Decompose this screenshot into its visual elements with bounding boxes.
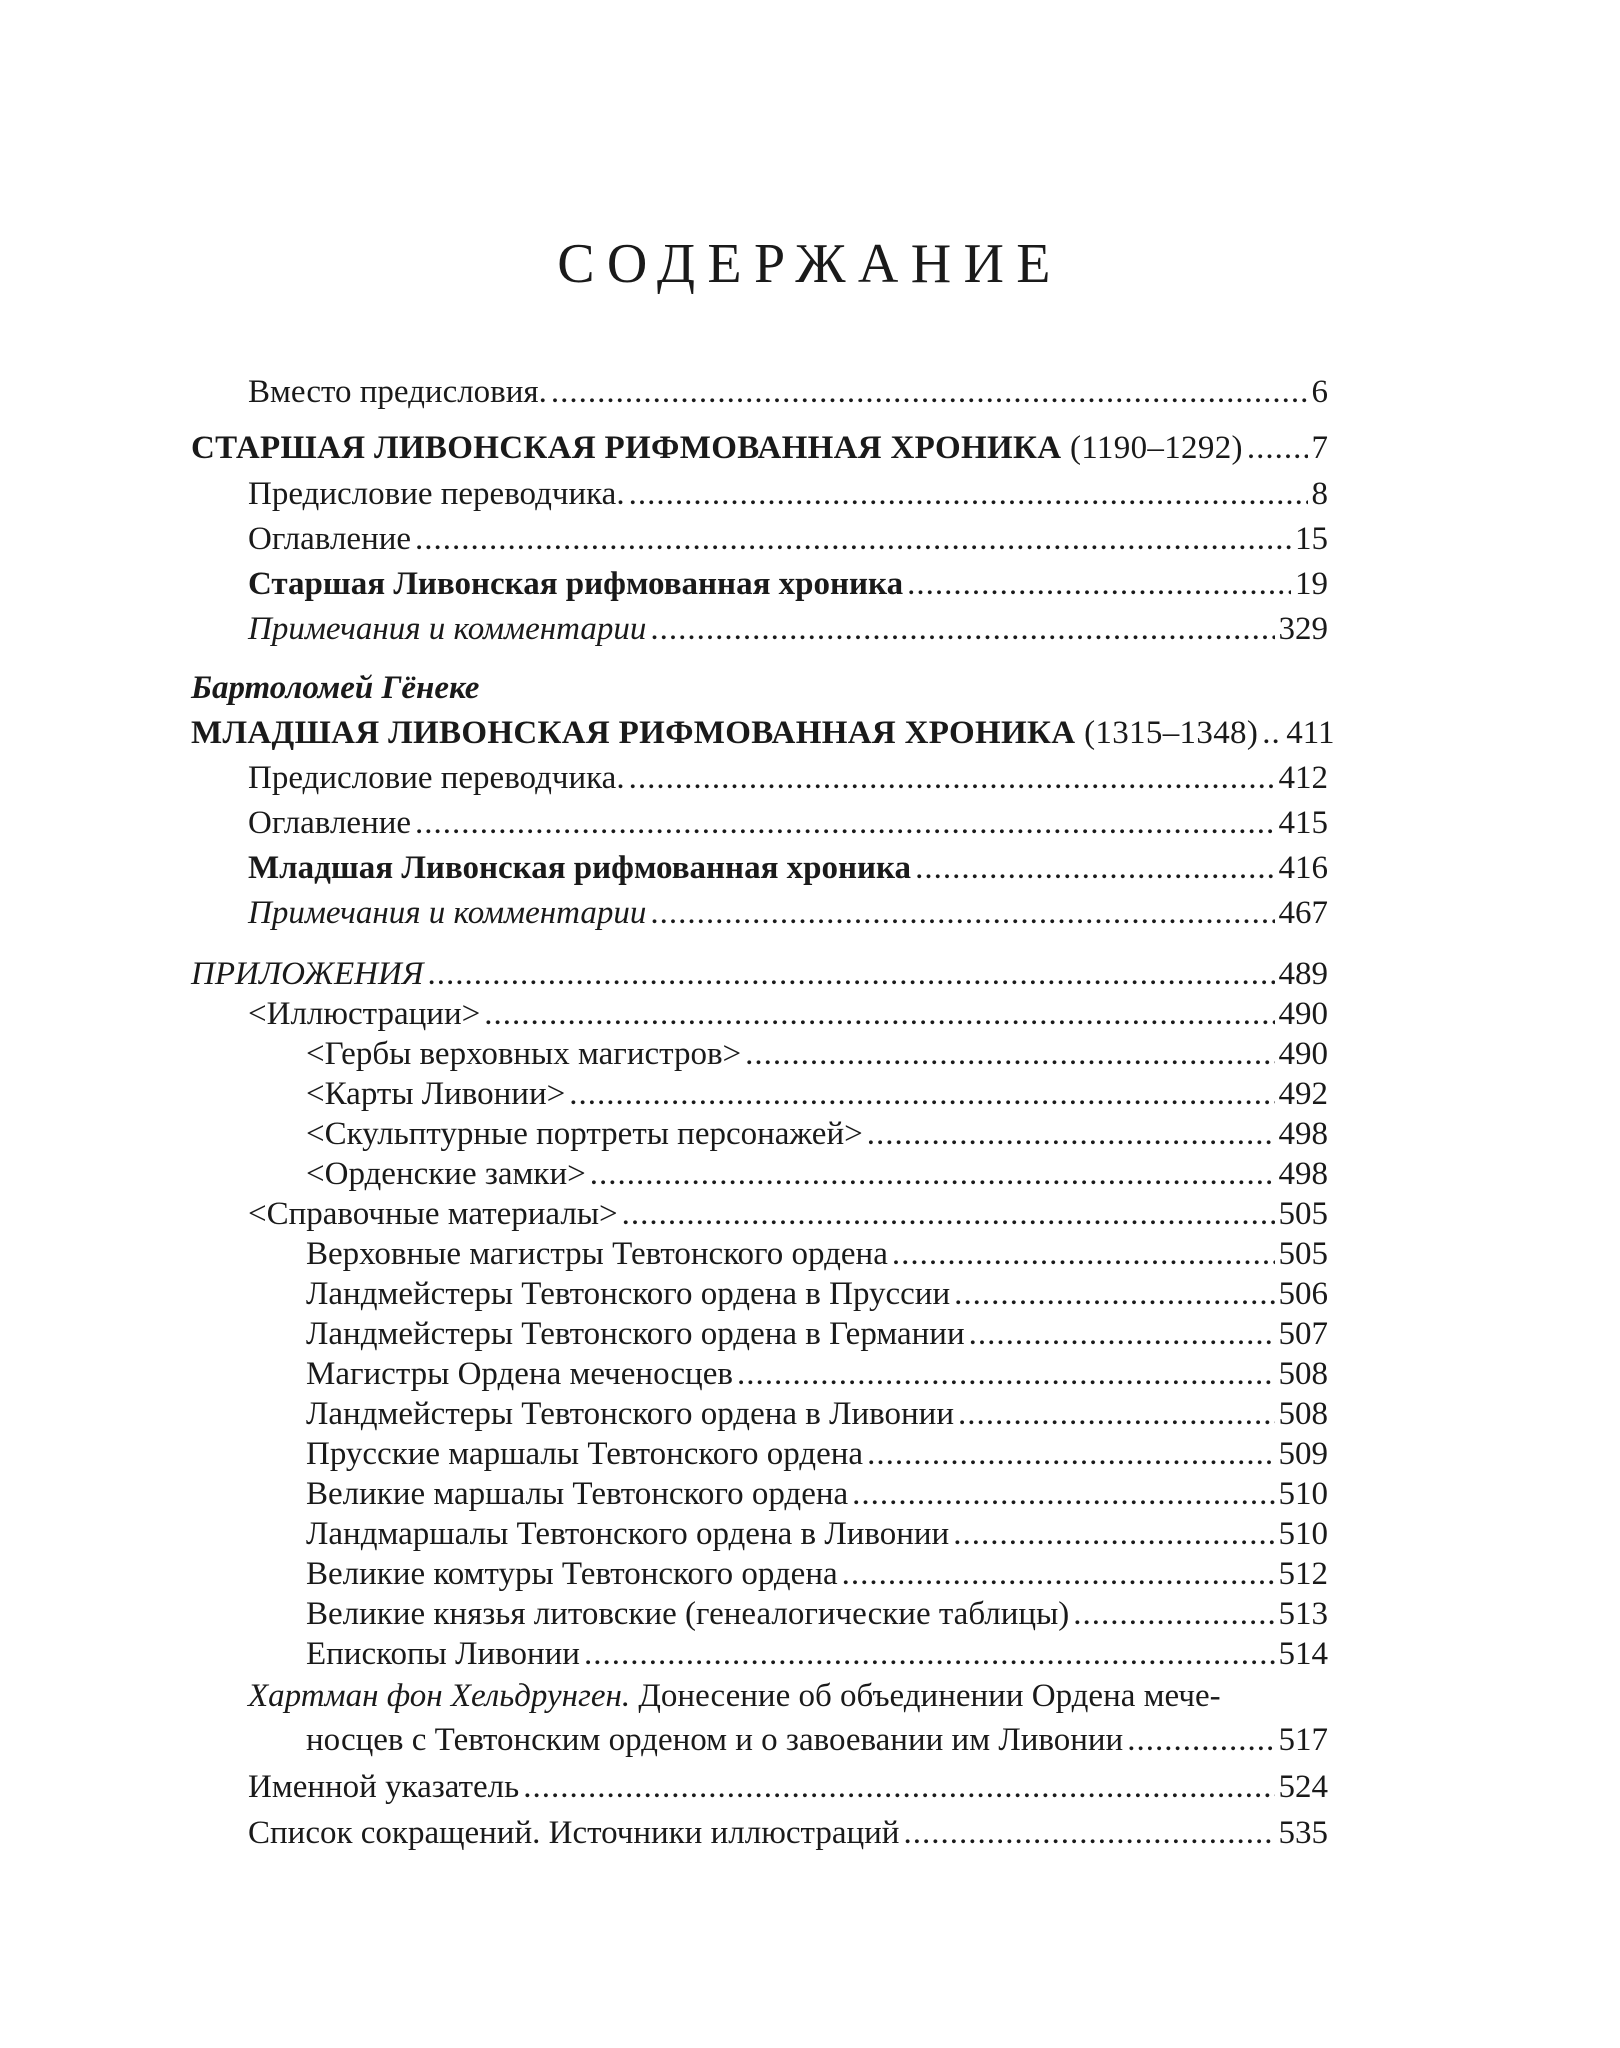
toc-page-number: 512 bbox=[1278, 1556, 1328, 1592]
toc-entry-title: Вместо предисловия. bbox=[248, 374, 547, 410]
toc-entry[interactable] bbox=[248, 760, 1328, 797]
toc-entry-title: Примечания и комментарии bbox=[248, 895, 647, 931]
dot-leader bbox=[867, 1436, 1274, 1473]
toc-entry-title: <Карты Ливонии> bbox=[306, 1076, 566, 1112]
toc-entry-title: Примечания и комментарии bbox=[248, 611, 647, 647]
toc-page-number: 492 bbox=[1278, 1076, 1328, 1112]
toc-entry[interactable] bbox=[248, 476, 1328, 513]
dot-leader bbox=[969, 1316, 1275, 1353]
dot-leader bbox=[892, 1236, 1275, 1273]
dot-leader bbox=[737, 1356, 1275, 1393]
toc-section-title: ПРИЛОЖЕНИЯ bbox=[191, 956, 424, 992]
dot-leader bbox=[903, 1815, 1274, 1852]
dot-leader bbox=[1127, 1722, 1274, 1759]
toc-page-number: 510 bbox=[1278, 1476, 1328, 1512]
toc-entry-title: Великие маршалы Тевтонского ордена bbox=[306, 1476, 849, 1512]
toc-subentry[interactable] bbox=[306, 1596, 1328, 1633]
toc-page-number: 6 bbox=[1311, 374, 1328, 410]
toc-section-years: (1315–1348) bbox=[1084, 715, 1259, 751]
toc-entry-title: Предисловие переводчика. bbox=[248, 476, 625, 512]
toc-section-chronicle-1[interactable] bbox=[191, 430, 1328, 467]
toc-page-number: 507 bbox=[1278, 1316, 1328, 1352]
toc-subentry[interactable] bbox=[306, 1436, 1328, 1473]
toc-entry-title: <Справочные материалы> bbox=[248, 1196, 618, 1232]
toc-page-number: 498 bbox=[1278, 1156, 1328, 1192]
toc-page-number: 506 bbox=[1278, 1276, 1328, 1312]
dot-leader bbox=[852, 1476, 1274, 1513]
dot-leader bbox=[842, 1556, 1275, 1593]
dot-leader bbox=[1073, 1596, 1274, 1633]
toc-entry-report-line-2[interactable] bbox=[306, 1722, 1328, 1759]
toc-subentry[interactable] bbox=[306, 1556, 1328, 1593]
toc-entry-title: Прусские маршалы Тевтонского ордена bbox=[306, 1436, 864, 1472]
toc-page-number: 514 bbox=[1278, 1636, 1328, 1672]
dot-leader bbox=[650, 895, 1274, 932]
toc-page-number: 8 bbox=[1311, 476, 1328, 512]
page-title: СОДЕРЖАНИЕ bbox=[557, 233, 1063, 295]
toc-entry-title: Магистры Ордена меченосцев bbox=[306, 1356, 733, 1392]
toc-section-title: СТАРШАЯ ЛИВОНСКАЯ РИФМОВАННАЯ ХРОНИКА (1190–1292) bbox=[191, 430, 1243, 466]
toc-entry-title: Старшая Ливонская рифмованная хроника bbox=[248, 566, 904, 602]
toc-subentry[interactable] bbox=[306, 1116, 1328, 1153]
toc-subentry[interactable] bbox=[306, 1516, 1328, 1553]
toc-page-number: 412 bbox=[1278, 760, 1328, 796]
toc-page-number: 517 bbox=[1278, 1722, 1328, 1758]
toc-entry[interactable] bbox=[248, 850, 1328, 887]
toc-entry-title: Великие комтуры Тевтонского ордена bbox=[306, 1556, 838, 1592]
toc-subentry[interactable] bbox=[306, 1316, 1328, 1353]
toc-entry-title: Великие князья литовские (генеалогические таблицы) bbox=[306, 1596, 1070, 1632]
toc-page-number: 535 bbox=[1278, 1815, 1328, 1851]
dot-leader bbox=[415, 521, 1291, 558]
dot-leader bbox=[629, 476, 1308, 513]
toc-page-number: 508 bbox=[1278, 1396, 1328, 1432]
toc-entry-title: Донесение об объединении Ордена мече- bbox=[638, 1678, 1221, 1714]
toc-page-number: 505 bbox=[1278, 1236, 1328, 1272]
toc-entry-title: Предисловие переводчика. bbox=[248, 760, 625, 796]
dot-leader bbox=[650, 611, 1274, 648]
toc-page-number: 508 bbox=[1278, 1356, 1328, 1392]
toc-entry-title: носцев с Тевтонским орденом и о завоевании им Ливонии bbox=[306, 1722, 1124, 1758]
toc-page-number: 498 bbox=[1278, 1116, 1328, 1152]
toc-entry-index[interactable] bbox=[248, 1769, 1328, 1806]
dot-leader bbox=[590, 1156, 1275, 1193]
toc-page-number: 329 bbox=[1278, 611, 1328, 647]
toc-section-title: МЛАДШАЯ ЛИВОНСКАЯ РИФМОВАННАЯ ХРОНИКА (1315–1348) bbox=[191, 715, 1259, 751]
dot-leader bbox=[415, 805, 1274, 842]
toc-subentry[interactable] bbox=[306, 1636, 1328, 1673]
toc-entry-title: Оглавление bbox=[248, 805, 412, 841]
toc-section-appendices[interactable] bbox=[191, 956, 1328, 993]
toc-page-number: 7 bbox=[1311, 430, 1328, 466]
dot-leader bbox=[1247, 430, 1308, 467]
dot-leader bbox=[954, 1276, 1274, 1313]
toc-page-number: 513 bbox=[1278, 1596, 1328, 1632]
toc-entry-title: Ландмейстеры Тевтонского ордена в Пруссии bbox=[306, 1276, 951, 1312]
toc-subentry[interactable] bbox=[306, 1276, 1328, 1313]
dot-leader bbox=[569, 1076, 1274, 1113]
dot-leader bbox=[523, 1769, 1274, 1806]
toc-entry-references[interactable] bbox=[248, 1196, 1328, 1233]
toc-page-number: 524 bbox=[1278, 1769, 1328, 1805]
toc-page-number: 416 bbox=[1278, 850, 1328, 886]
toc-section-years: (1190–1292) bbox=[1069, 430, 1243, 466]
toc-entry[interactable] bbox=[248, 521, 1328, 558]
dot-leader bbox=[1262, 715, 1282, 752]
dot-leader bbox=[915, 850, 1274, 887]
toc-entry-title: Ландмейстеры Тевтонского ордена в Германии bbox=[306, 1316, 965, 1352]
dot-leader bbox=[629, 760, 1275, 797]
dot-leader bbox=[953, 1516, 1274, 1553]
toc-page-number: 509 bbox=[1278, 1436, 1328, 1472]
toc-subentry[interactable] bbox=[306, 1476, 1328, 1513]
toc-subentry[interactable] bbox=[306, 1396, 1328, 1433]
toc-entry-abbreviations[interactable] bbox=[248, 1815, 1328, 1852]
toc-page-number: 15 bbox=[1295, 521, 1328, 557]
dot-leader bbox=[484, 996, 1274, 1033]
toc-entry-title: <Гербы верховных магистров> bbox=[306, 1036, 742, 1072]
dot-leader bbox=[584, 1636, 1275, 1673]
toc-entry-title: Ландмаршалы Тевтонского ордена в Ливонии bbox=[306, 1516, 950, 1552]
toc-entry-report-line-1[interactable] bbox=[248, 1678, 1221, 1715]
dot-leader bbox=[427, 956, 1274, 993]
dot-leader bbox=[907, 566, 1291, 603]
toc-entry-title: Ландмейстеры Тевтонского ордена в Ливонии bbox=[306, 1396, 954, 1432]
toc-entry-title: <Скульптурные портреты персонажей> bbox=[306, 1116, 863, 1152]
toc-entry[interactable] bbox=[248, 805, 1328, 842]
toc-page-number: 19 bbox=[1295, 566, 1328, 602]
toc-page-number: 489 bbox=[1278, 956, 1328, 992]
toc-entry-title: <Орденские замки> bbox=[306, 1156, 586, 1192]
toc-subentry[interactable] bbox=[306, 1076, 1328, 1113]
toc-entry-title: Епископы Ливонии bbox=[306, 1636, 580, 1672]
toc-subentry[interactable] bbox=[306, 1036, 1328, 1073]
toc-page-number: 415 bbox=[1278, 805, 1328, 841]
toc-entry-illustrations[interactable] bbox=[248, 996, 1328, 1033]
toc-entry[interactable] bbox=[248, 895, 1328, 932]
toc-page-number: 411 bbox=[1286, 715, 1335, 751]
toc-entry-title: Список сокращений. Источники иллюстраций bbox=[248, 1815, 900, 1851]
toc-section-author: Бартоломей Гёнеке bbox=[191, 670, 480, 706]
toc-page-number: 510 bbox=[1278, 1516, 1328, 1552]
toc-entry-title: Оглавление bbox=[248, 521, 412, 557]
toc-subentry[interactable] bbox=[306, 1156, 1328, 1193]
toc-page-number: 490 bbox=[1278, 1036, 1328, 1072]
dot-leader bbox=[867, 1116, 1275, 1153]
toc-page-number: 505 bbox=[1278, 1196, 1328, 1232]
toc-entry-author: Хартман фон Хельдрунген. bbox=[248, 1678, 631, 1714]
toc-page-number: 467 bbox=[1278, 895, 1328, 931]
toc-section-chronicle-2[interactable] bbox=[191, 715, 1335, 752]
toc-entry-title: Именной указатель bbox=[248, 1769, 520, 1805]
toc-entry-title: Младшая Ливонская рифмованная хроника bbox=[248, 850, 912, 886]
toc-subentry[interactable] bbox=[306, 1356, 1328, 1393]
dot-leader bbox=[745, 1036, 1274, 1073]
toc-entry-title: <Иллюстрации> bbox=[248, 996, 481, 1032]
dot-leader bbox=[551, 374, 1308, 411]
toc-subentry[interactable] bbox=[306, 1236, 1328, 1273]
toc-entry[interactable] bbox=[248, 566, 1328, 603]
toc-entry-title: Верховные магистры Тевтонского ордена bbox=[306, 1236, 888, 1272]
toc-page-number: 490 bbox=[1278, 996, 1328, 1032]
toc-entry-preface[interactable] bbox=[248, 374, 1328, 411]
dot-leader bbox=[958, 1396, 1275, 1433]
toc-entry[interactable] bbox=[248, 611, 1328, 648]
dot-leader bbox=[622, 1196, 1275, 1233]
